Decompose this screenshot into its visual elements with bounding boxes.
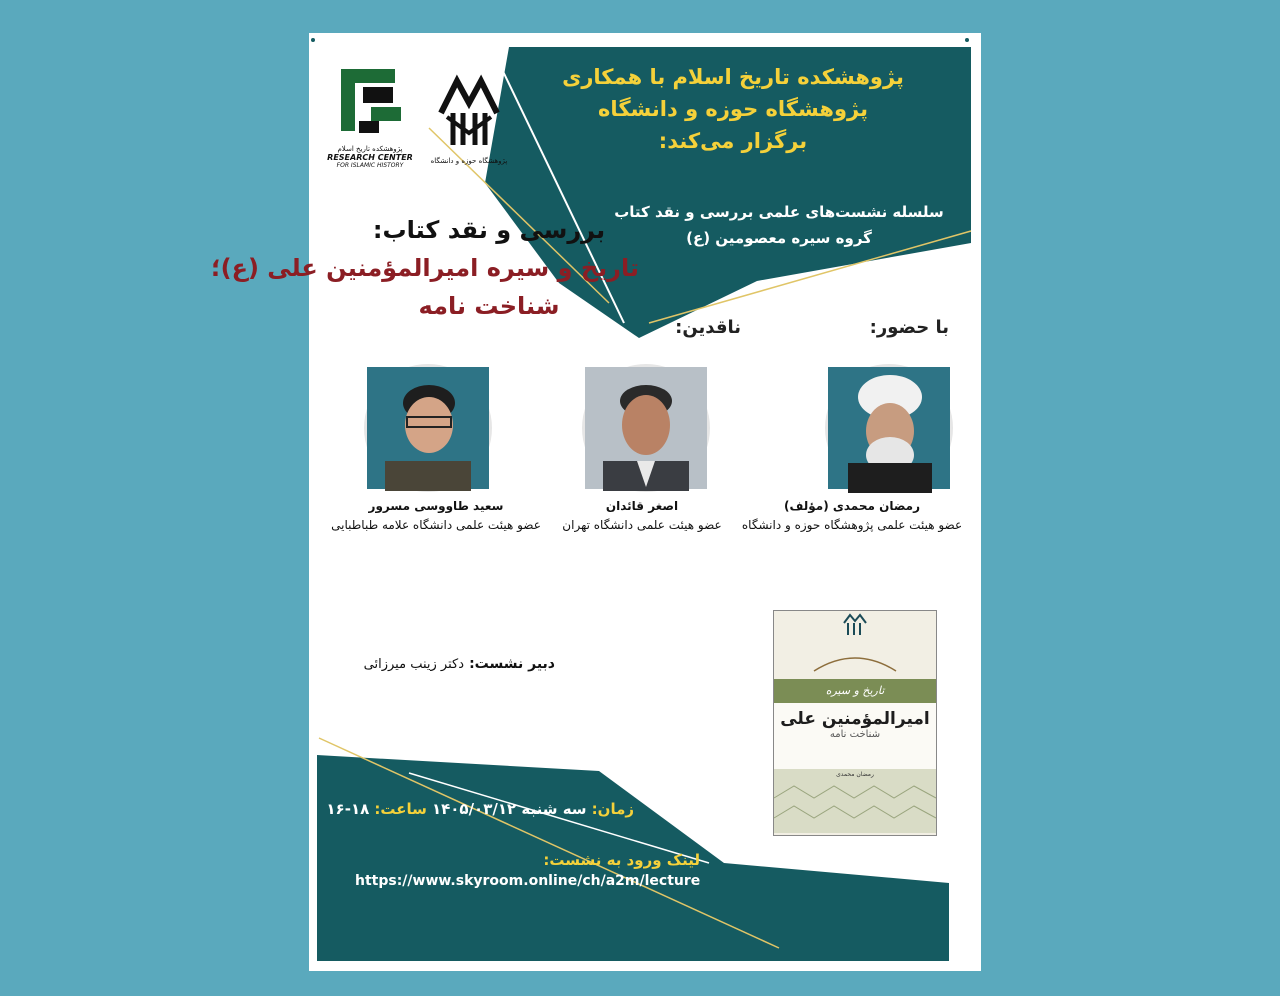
speaker-name: اصغر قائدان <box>605 499 679 513</box>
book-cover-bottom <box>774 769 936 833</box>
book-cover-top <box>774 611 936 679</box>
book-main-title-area <box>774 703 936 769</box>
book-script-title: تاریخ و سیره <box>825 684 885 697</box>
speaker-photo-2 <box>582 364 710 492</box>
speaker-title: عضو هیئت علمی پژوهشگاه حوزه و دانشگاه <box>741 518 963 532</box>
book-subtitle: شناخت نامه <box>829 729 881 740</box>
speaker-title: عضو هیئت علمی دانشگاه تهران <box>562 518 722 532</box>
speaker-name: سعید طاووسی مسرور <box>368 499 504 513</box>
event-time <box>326 799 634 818</box>
speaker-2 <box>547 499 737 532</box>
header-line-2: پژوهشگاه حوزه و دانشگاه <box>598 97 868 121</box>
book-main-title: امیرالمؤمنین علی <box>780 709 930 729</box>
speaker-avatar <box>367 367 489 489</box>
corner-dot <box>311 38 315 42</box>
moderator-label: دبیر نشست: <box>469 656 555 672</box>
header-line-3: برگزار می‌کند: <box>658 129 808 153</box>
rcih-logo-en-1: RESEARCH CENTER <box>327 153 413 162</box>
header-line-1: پژوهشکده تاریخ اسلام با همکاری <box>562 65 904 89</box>
book-pattern <box>774 778 936 834</box>
book-logo-icon <box>774 611 936 679</box>
speaker-avatar <box>585 367 707 489</box>
rihu-logo <box>429 73 509 178</box>
title-line-2: تاریخ و سیره امیرالمؤمنین علی (ع)؛ <box>211 254 639 282</box>
speaker-1 <box>737 499 967 532</box>
critics-label: ناقدین: <box>675 317 741 338</box>
title-line-1: بررسی و نقد کتاب: <box>372 216 606 244</box>
rihu-logo-fa: پژوهشگاه حوزه و دانشگاه <box>430 157 508 165</box>
speaker-name: رمضان محمدی (مؤلف) <box>783 499 921 513</box>
rcih-logo-en-2: FOR ISLAMIC HISTORY <box>336 162 404 169</box>
event-link[interactable]: https://www.skyroom.online/ch/a2m/lecture <box>355 873 701 889</box>
rcih-logo-mark <box>327 63 413 141</box>
book-script-title-band <box>774 679 936 703</box>
title-line-3: شناخت نامه <box>418 292 560 320</box>
book-review-title <box>211 211 639 325</box>
moderator <box>345 653 555 672</box>
speaker-title: عضو هیئت علمی دانشگاه علامه طباطبایی <box>331 518 541 532</box>
series-line-1: سلسله نشست‌های علمی بررسی و نقد کتاب <box>614 203 944 221</box>
speaker-avatar <box>828 367 950 489</box>
series-line-2: گروه سیره معصومین (ع) <box>686 229 872 247</box>
moderator-name: دکتر زینب میرزائی <box>363 657 464 672</box>
corner-dot <box>965 38 969 42</box>
series-info <box>599 199 959 251</box>
link-label: لینک ورود به نشست: <box>543 851 700 869</box>
speaker-3 <box>331 499 541 532</box>
book-author: رمضان محمدی <box>836 771 874 778</box>
book-cover-image <box>773 610 937 836</box>
rcih-logo-fa: پژوهشکده تاریخ اسلام <box>337 145 403 153</box>
presence-label: با حضور: <box>869 317 949 338</box>
hour-label: ساعت: <box>374 800 427 818</box>
time-value: سه شنبه ۱۴۰۵/۰۳/۱۲ <box>431 800 587 818</box>
speaker-photo-1 <box>825 364 953 492</box>
hour-value: ۱۸-۱۶ <box>326 800 370 818</box>
rihu-logo-mark <box>429 73 509 153</box>
poster <box>211 33 981 971</box>
rcih-logo <box>327 63 413 183</box>
header <box>513 61 953 157</box>
time-label: زمان: <box>591 800 634 818</box>
speaker-photo-3 <box>364 364 492 492</box>
